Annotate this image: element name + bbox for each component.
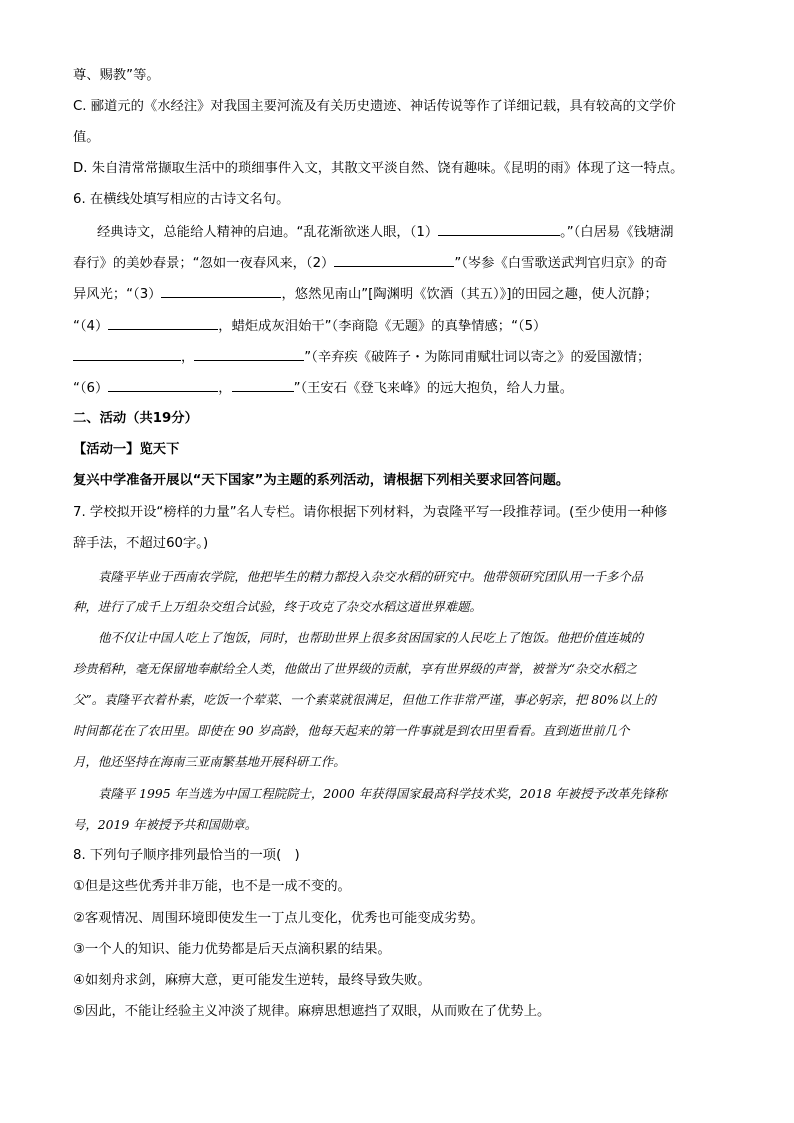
material-p2-line-2 [73, 659, 637, 679]
sentence-option [73, 877, 351, 897]
text: 异风光；“（3） [73, 287, 162, 302]
text: 父”。袁隆平衣着朴素，吃饭一个荤菜、一个素菜就很满足，但他工作非常严谨，事必躬亲，把 80%以上的 [73, 692, 657, 707]
text: “（4） [73, 319, 109, 334]
question-7-line-2 [73, 534, 208, 554]
text: ”（辛弃疾《破阵子・为陈同甫赋壮词以寄之》的爱国激情； [304, 350, 651, 365]
text: 6. 在横线处填写相应的古诗文名句。 [73, 192, 290, 207]
sentence-option [73, 909, 484, 929]
line-option-d [73, 159, 683, 179]
text: 经典诗文，总能给人精神的启迪。“乱花渐欲迷人眼，（1） [97, 225, 439, 240]
q6-line-4 [73, 316, 546, 337]
text: ”（王安石《登飞来峰》的远大抱负，给人力量。 [293, 381, 574, 396]
text: 8. 下列句子顺序排列最恰当的一项( ) [73, 848, 300, 863]
text: 7. 学校拟开设“榜样的力量”名人专栏。请你根据下列材料，为袁隆平写一段推荐词。(至少使用一种修 [73, 505, 668, 520]
q6-line-5 [73, 347, 650, 368]
text: ， [218, 381, 232, 396]
text: “（6） [73, 381, 109, 396]
fill-blank-6a[interactable] [108, 378, 218, 392]
material-p1-line-1 [98, 567, 643, 587]
text: ②客观情况、周围环境即使发生一丁点儿变化，优秀也可能变成劣势。 [73, 911, 484, 926]
sentence-option [73, 1002, 550, 1022]
text: 种，进行了成千上万组杂交组合试验，终于攻克了杂交水稻这道世界难题。 [73, 599, 482, 614]
fill-blank-4[interactable] [108, 316, 218, 330]
material-p1-line-2 [73, 597, 482, 617]
material-p3-line-2 [73, 815, 257, 835]
material-p2-line-1 [98, 628, 643, 648]
text: 珍贵稻种，毫无保留地奉献给全人类，他做出了世界级的贡献，享有世界级的声誉，被誉为“杂交水稻之 [73, 661, 637, 676]
text: 春行》的美妙春景；“忽如一夜春风来，（2） [73, 256, 335, 271]
text: 值。 [73, 130, 100, 145]
text: 辞手法，不超过60字。) [73, 536, 209, 551]
fill-blank-1[interactable] [438, 222, 560, 236]
sentence-option [73, 940, 391, 960]
q6-line-1 [97, 222, 673, 243]
text: ，蜡炬成灰泪始干”（李商隐《无题》的真挚情感；“（5） [218, 319, 547, 334]
question-6-title [73, 190, 289, 210]
section-2-heading [73, 409, 198, 429]
q6-line-6 [73, 378, 573, 399]
material-p2-line-3 [73, 690, 656, 710]
text: 月，他还坚持在海南三亚南繁基地开展科研工作。 [73, 754, 346, 769]
text: ，悠然见南山”[陶渊明《饮酒（其五）》]的田园之趣，使人沉静； [281, 287, 658, 302]
text: ， [181, 350, 195, 365]
fill-blank-6b[interactable] [232, 378, 294, 392]
line-option-c [73, 97, 676, 117]
question-8-title [73, 846, 300, 866]
fill-blank-2[interactable] [334, 253, 454, 267]
text: ④如刻舟求剑，麻痹大意，更可能发生逆转，最终导致失败。 [73, 973, 431, 988]
material-p3-line-1 [98, 784, 667, 804]
text: ⑤因此，不能让经验主义冲淡了规律。麻痹思想遮挡了双眼，从而败在了优势上。 [73, 1004, 551, 1019]
text: 号，2019 年被授予共和国勋章。 [73, 817, 258, 832]
text: 时间都花在了农田里。即使在 90 岁高龄，他每天起来的第一件事就是到农田里看看。直到逝世前几个 [73, 723, 630, 738]
text: 袁隆平毕业于西南农学院，他把毕生的精力都投入杂交水稻的研究中。他带领研究团队用一千多个品 [98, 569, 644, 584]
material-p2-line-4 [73, 721, 629, 741]
question-7-line-1 [73, 503, 667, 523]
text: ”（岑参《白雪歌送武判官归京》的奇 [454, 256, 668, 271]
q6-line-2 [73, 253, 667, 274]
text: C. 郦道元的《水经注》对我国主要河流及有关历史遗迹、神话传说等作了详细记载，具有较高的文学价 [73, 99, 676, 114]
line-option-b-end [73, 66, 160, 86]
text: ①但是这些优秀并非万能，也不是一成不变的。 [73, 879, 351, 894]
text: ③一个人的知识、能力优势都是后天点滴积累的结果。 [73, 942, 391, 957]
text: 他不仅让中国人吃上了饱饭，同时，也帮助世界上很多贫困国家的人民吃上了饱饭。他把价值连城的 [98, 630, 644, 645]
text: 尊、赐教”等。 [73, 68, 160, 83]
line-option-c-end [73, 128, 100, 148]
q6-line-3 [73, 284, 658, 305]
fill-blank-5b[interactable] [194, 347, 304, 361]
material-p2-line-5 [73, 752, 346, 772]
text: D. 朱自清常常撷取生活中的琐细事件入文，其散文平淡自然、饶有趣味。《昆明的雨》体现了这一特点。 [73, 161, 684, 176]
fill-blank-5a[interactable] [73, 347, 181, 361]
activity-1-heading [73, 440, 179, 460]
text: 二、活动（共19分） [73, 411, 198, 426]
text: 复兴中学准备开展以“天下国家”为主题的系列活动，请根据下列相关要求回答问题。 [73, 473, 570, 488]
text: 袁隆平 1995 年当选为中国工程院院士，2000 年获得国家最高科学技术奖，2018 年被授予改革先锋称 [98, 786, 667, 801]
activity-intro [73, 471, 569, 491]
text: 。”（白居易《钱塘湖 [560, 225, 674, 240]
sentence-option [73, 971, 431, 991]
text: 【活动一】览天下 [73, 442, 180, 457]
fill-blank-3[interactable] [161, 284, 281, 298]
